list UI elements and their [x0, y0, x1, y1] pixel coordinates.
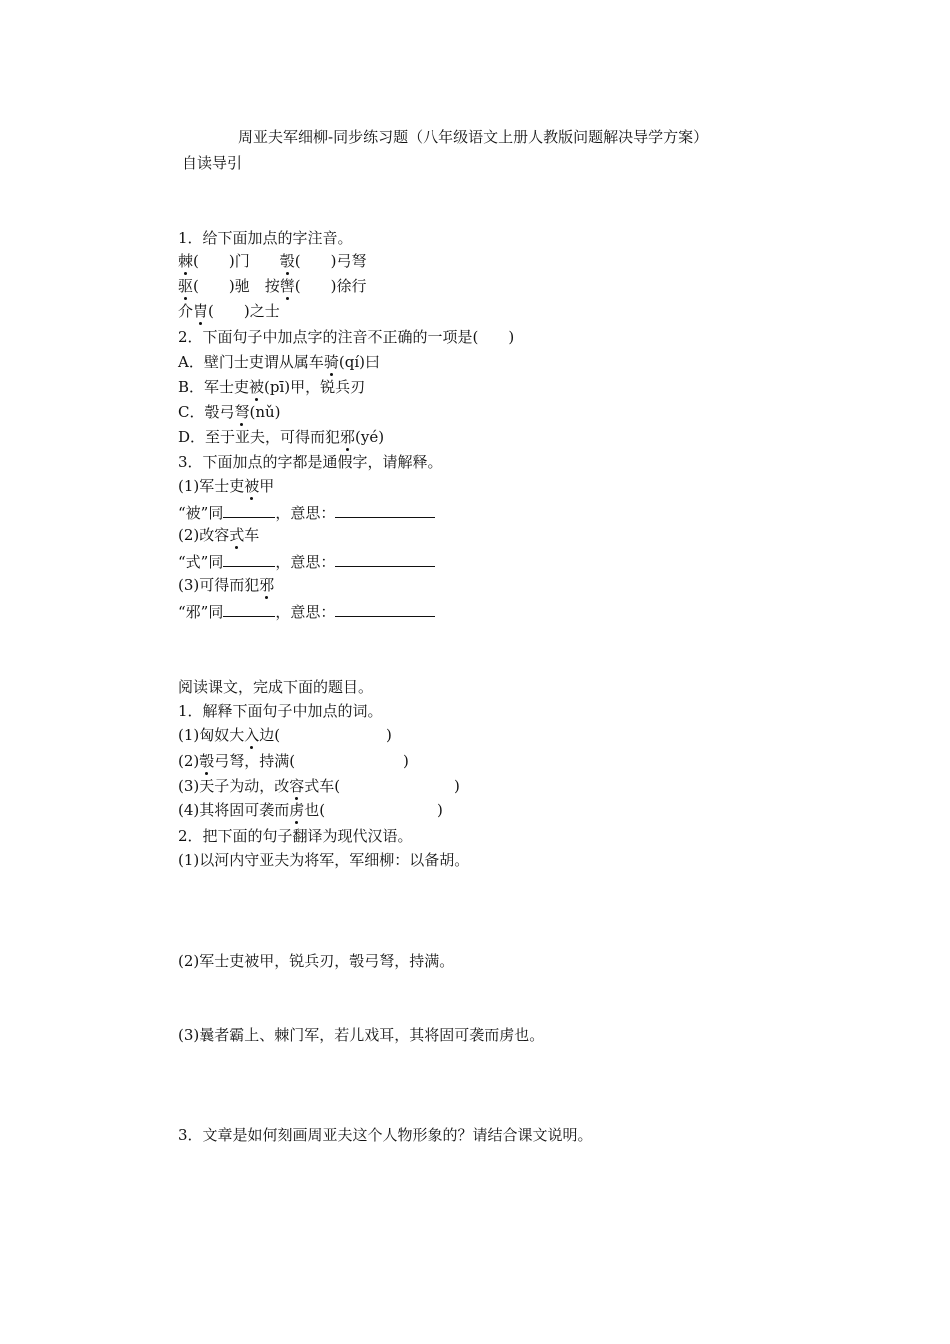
- answer-blank[interactable]: [223, 551, 275, 567]
- answer-label: “式”同: [178, 553, 224, 571]
- plain-char: 按: [264, 277, 280, 295]
- close-paren: ): [454, 777, 460, 795]
- option-a: [178, 352, 380, 372]
- dotted-char: 虏: [289, 801, 305, 819]
- option-pinyin: (nǔ): [249, 403, 281, 421]
- option-pinyin: (pī)甲，锐兵刃: [264, 378, 366, 396]
- pinyin-blank-text: ( )徐行: [294, 277, 367, 295]
- pinyin-line-1: [178, 251, 366, 271]
- dotted-char: 辔: [279, 277, 295, 295]
- dotted-char: 式: [229, 526, 245, 544]
- item-text: 式车(: [304, 777, 341, 795]
- dotted-char: 被: [244, 477, 260, 495]
- question-1-stem: 1．给下面加点的字注音。: [178, 229, 353, 247]
- translation-item-3: (3)曩者霸上、棘门军，若儿戏耳，其将固可袭而虏也。: [178, 1026, 545, 1044]
- tongjia-item-2: [178, 525, 259, 545]
- answer-label: “被”同: [178, 504, 224, 522]
- option-text: B．军士吏: [178, 378, 250, 396]
- word-item-2: [178, 751, 295, 771]
- pinyin-blank-text: ( )驰: [193, 277, 265, 295]
- tongjia-answer-2: [178, 551, 435, 572]
- dotted-char: 被: [249, 378, 265, 396]
- close-paren: ): [403, 752, 409, 770]
- option-text: A．壁门士吏谓从属车: [178, 353, 324, 371]
- item-text: 边(: [259, 726, 281, 744]
- pinyin-blank-text: ( )弓弩: [294, 252, 367, 270]
- pinyin-line-3: [178, 301, 280, 321]
- pinyin-line-2: [178, 276, 366, 296]
- item-text: 也(: [304, 801, 326, 819]
- option-pinyin: (yé): [355, 428, 385, 446]
- dotted-char: 邪: [259, 576, 275, 594]
- item-text: (1)匈奴大: [178, 726, 245, 744]
- word-item-4: [178, 800, 325, 820]
- item-text: (4)其将固可袭而: [178, 801, 290, 819]
- tongjia-answer-3: [178, 601, 435, 622]
- tongjia-item-3: [178, 575, 274, 595]
- reading-question-3-stem: 3．文章是如何刻画周亚夫这个人物形象的？请结合课文说明。: [178, 1126, 593, 1144]
- item-text: 车: [244, 526, 260, 544]
- dotted-char: 骑: [323, 353, 339, 371]
- question-3-stem: 3．下面加点的字都是通假字，请解释。: [178, 453, 443, 471]
- item-text: (2)改容: [178, 526, 230, 544]
- reading-question-2-stem: 2．把下面的句子翻译为现代汉语。: [178, 827, 413, 845]
- page-title: 周亚夫军细柳-同步练习题（八年级语文上册人教版问题解决导学方案）: [238, 128, 709, 146]
- answer-label: “邪”同: [178, 603, 224, 621]
- dotted-char: 彀: [279, 252, 295, 270]
- item-text: (1)军士吏: [178, 477, 245, 495]
- answer-blank[interactable]: [223, 502, 275, 518]
- item-text: (2): [178, 752, 200, 770]
- word-item-1: [178, 725, 280, 745]
- dotted-char: 入: [244, 726, 260, 744]
- answer-label: ，意思：: [275, 504, 336, 522]
- answer-label: ，意思：: [275, 603, 336, 621]
- question-2-stem: 2．下面句子中加点字的注音不正确的一项是( ): [178, 328, 515, 346]
- option-pinyin: (qí)曰: [338, 353, 380, 371]
- option-d: [178, 427, 384, 447]
- dotted-char: 胄: [193, 302, 209, 320]
- dotted-char: 邪: [340, 428, 356, 446]
- answer-label: ，意思：: [275, 553, 336, 571]
- tongjia-answer-1: [178, 502, 435, 523]
- pinyin-blank-text: ( )门: [193, 252, 280, 270]
- answer-blank[interactable]: [335, 601, 435, 617]
- word-item-3: [178, 776, 340, 796]
- dotted-char: 驱: [178, 277, 194, 295]
- option-text: C．彀弓: [178, 403, 235, 421]
- translation-item-2: (2)军士吏被甲，锐兵刃，彀弓弩，持满。: [178, 952, 455, 970]
- dotted-char: 容: [289, 777, 305, 795]
- translation-item-1: (1)以河内守亚夫为将军，军细柳：以备胡。: [178, 851, 470, 869]
- answer-blank[interactable]: [223, 601, 275, 617]
- dotted-char: 彀: [199, 752, 215, 770]
- close-paren: ): [386, 726, 392, 744]
- item-text: (3)天子为动，改: [178, 777, 290, 795]
- answer-blank[interactable]: [335, 502, 435, 518]
- dotted-char: 弩: [234, 403, 250, 421]
- answer-blank[interactable]: [335, 551, 435, 567]
- option-b: [178, 377, 365, 397]
- option-text: D．至于亚夫，可得而犯: [178, 428, 341, 446]
- reading-question-1-stem: 1．解释下面句子中加点的词。: [178, 702, 383, 720]
- item-text: 甲: [259, 477, 275, 495]
- section-heading: 自读导引: [182, 154, 243, 172]
- option-c: [178, 402, 281, 422]
- pinyin-blank-text: ( )之士: [208, 302, 280, 320]
- item-text: (3)可得而犯: [178, 576, 260, 594]
- item-text: 弓弩，持满(: [214, 752, 296, 770]
- dotted-char: 棘: [178, 252, 194, 270]
- close-paren: ): [437, 801, 443, 819]
- plain-char: 介: [178, 302, 194, 320]
- reading-intro: 阅读课文，完成下面的题目。: [178, 678, 374, 696]
- tongjia-item-1: [178, 476, 274, 496]
